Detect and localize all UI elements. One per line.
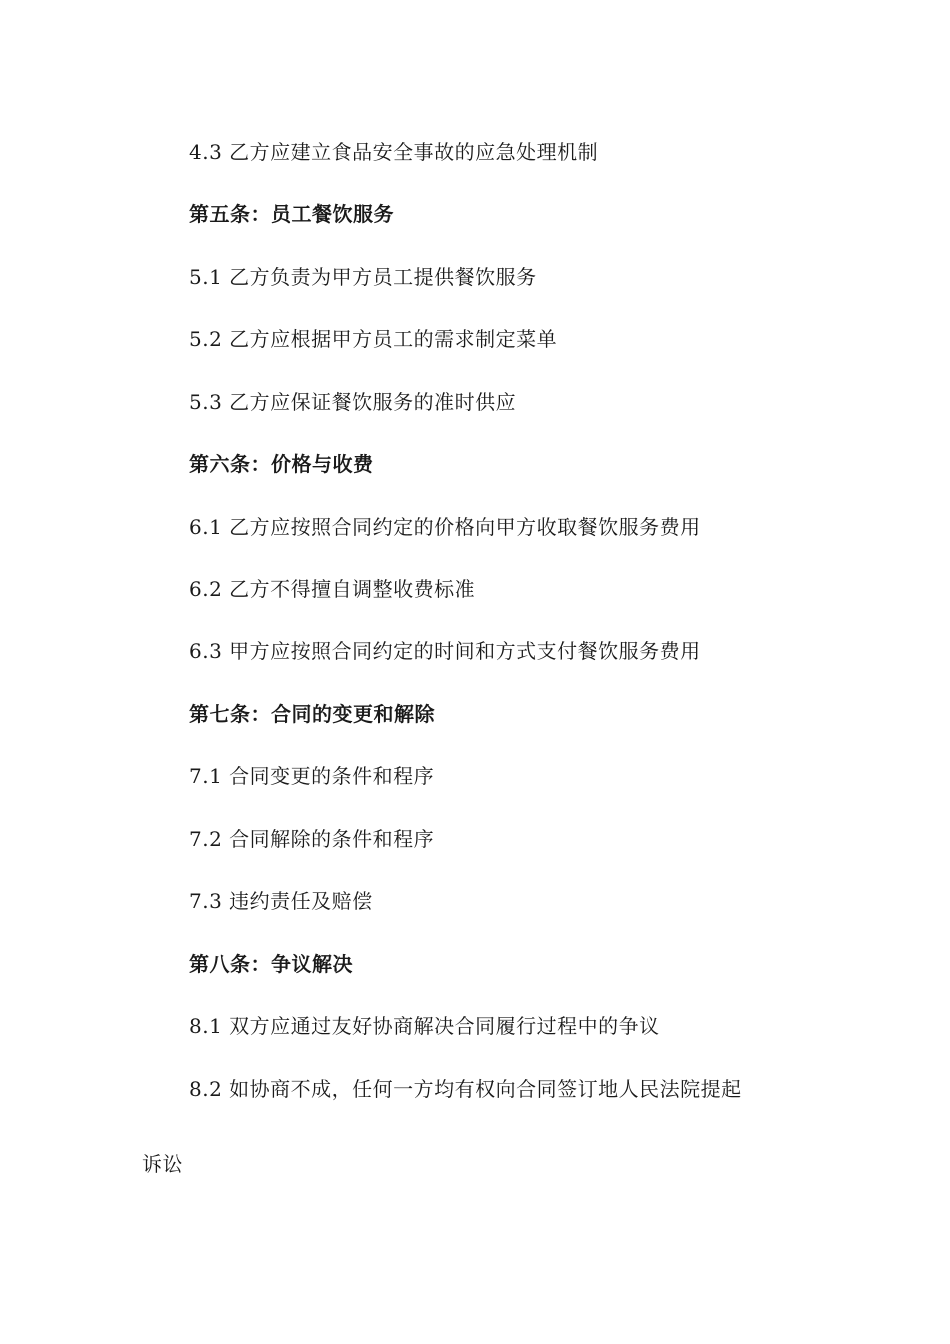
clause-7-2: 7.2 合同解除的条件和程序 <box>189 827 435 851</box>
article-5-heading: 第五条：员工餐饮服务 <box>189 202 394 226</box>
article-7-heading: 第七条：合同的变更和解除 <box>189 702 435 726</box>
clause-7-3: 7.3 违约责任及赔偿 <box>189 889 373 913</box>
clause-5-3: 5.3 乙方应保证餐饮服务的准时供应 <box>189 390 517 414</box>
clause-6-2: 6.2 乙方不得擅自调整收费标准 <box>189 577 476 601</box>
article-8-heading: 第八条：争议解决 <box>189 952 353 976</box>
clause-8-2-continuation: 诉讼 <box>142 1152 183 1176</box>
clause-7-1: 7.1 合同变更的条件和程序 <box>189 764 435 788</box>
clause-8-2: 8.2 如协商不成，任何一方均有权向合同签订地人民法院提起 <box>189 1077 742 1101</box>
clause-6-3: 6.3 甲方应按照合同约定的时间和方式支付餐饮服务费用 <box>189 639 701 663</box>
clause-5-2: 5.2 乙方应根据甲方员工的需求制定菜单 <box>189 327 558 351</box>
article-6-heading: 第六条：价格与收费 <box>189 452 374 476</box>
clause-6-1: 6.1 乙方应按照合同约定的价格向甲方收取餐饮服务费用 <box>189 515 701 539</box>
clause-4-3: 4.3 乙方应建立食品安全事故的应急处理机制 <box>189 140 599 164</box>
clause-5-1: 5.1 乙方负责为甲方员工提供餐饮服务 <box>189 265 537 289</box>
clause-8-1: 8.1 双方应通过友好协商解决合同履行过程中的争议 <box>189 1014 660 1038</box>
